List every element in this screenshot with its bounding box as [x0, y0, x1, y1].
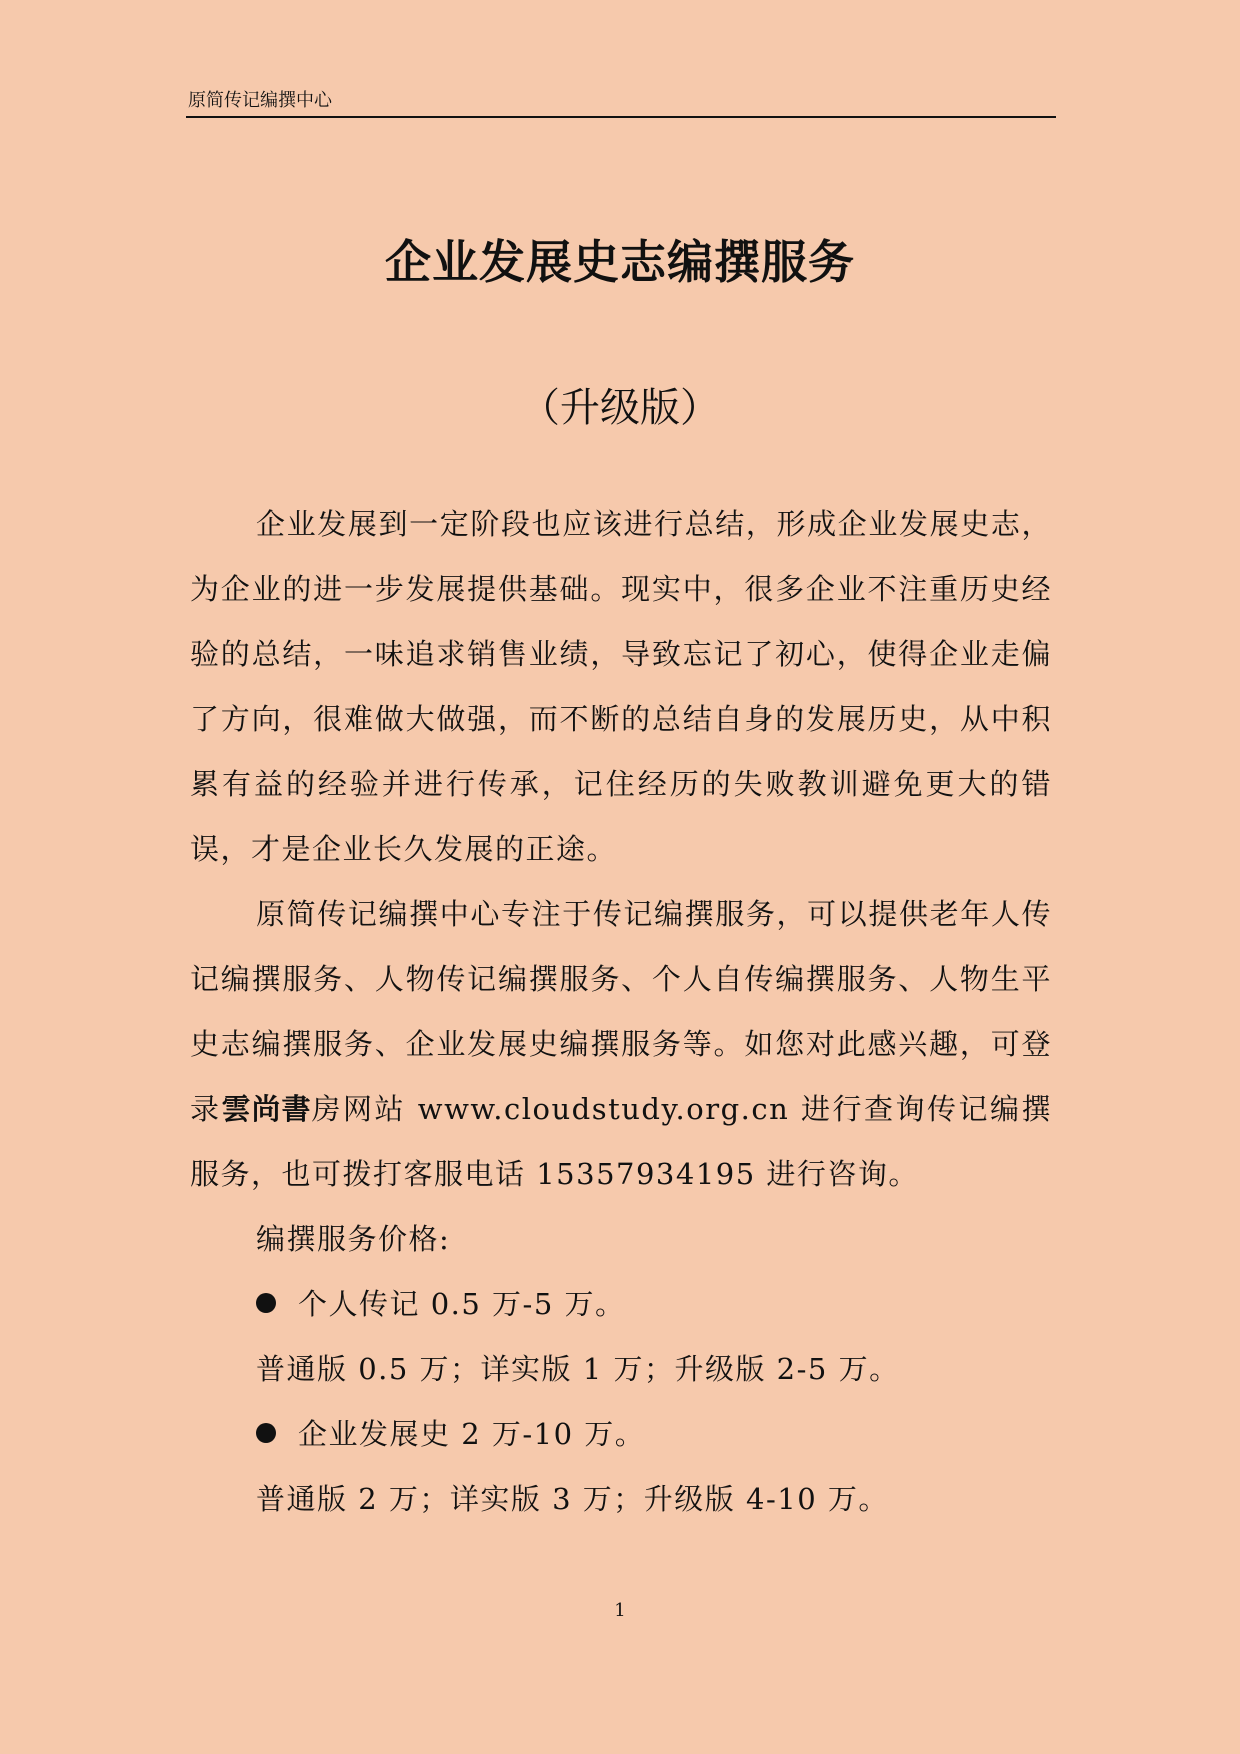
document-title: 企业发展史志编撰服务	[385, 235, 855, 289]
page-number: 1	[614, 1600, 626, 1621]
intro-paragraph: 企业发展到一定阶段也应该进行总结，形成企业发展史志，为企业的进一步发展提供基础。现实中，很多企业不注重历史经验的总结，一味追求销售业绩，导致忘记了初心，使得企业走偏了方向，很难做大做强，而不断的总结自身的发展历史，从中积累有益的经验并进行传承，记住经历的失败教训避免更大的错误，才是企业长久发展的正途。	[190, 507, 1052, 866]
pricing-item-enterprise	[190, 1402, 1052, 1467]
service-text-before: 原简传记编撰中心专注于传记编撰服务，可以提供老年人传记编撰服务、人物传记编撰服务、个人自传编撰服务、人物生平史志编撰服务、企业发展史编撰服务等。如您对此感兴趣，可登录	[190, 897, 1052, 1126]
brand-name: 雲尚書	[221, 1092, 312, 1126]
document-subtitle: （升级版）	[520, 385, 720, 431]
service-text-after: 房网站 www.cloudstudy.org.cn 进行查询传记编撰服务，也可拨打客服电话 15357934195 进行咨询。	[190, 1092, 1052, 1191]
pricing-item-label: 个人传记 0.5 万-5 万。	[298, 1287, 626, 1321]
pricing-detail-enterprise: 普通版 2 万；详实版 3 万；升级版 4-10 万。	[256, 1482, 889, 1516]
pricing-item-label: 企业发展史 2 万-10 万。	[298, 1417, 646, 1451]
bullet-icon	[256, 1423, 276, 1443]
page-header	[186, 88, 1056, 118]
pricing-detail-personal: 普通版 0.5 万；详实版 1 万；升级版 2-5 万。	[256, 1352, 900, 1386]
pricing-item-personal	[190, 1272, 1052, 1337]
header-org-name: 原简传记编撰中心	[188, 90, 332, 111]
service-paragraph	[190, 882, 1052, 1207]
pricing-heading: 编撰服务价格:	[256, 1222, 451, 1256]
bullet-icon	[256, 1293, 276, 1313]
document-body	[190, 492, 1052, 1532]
